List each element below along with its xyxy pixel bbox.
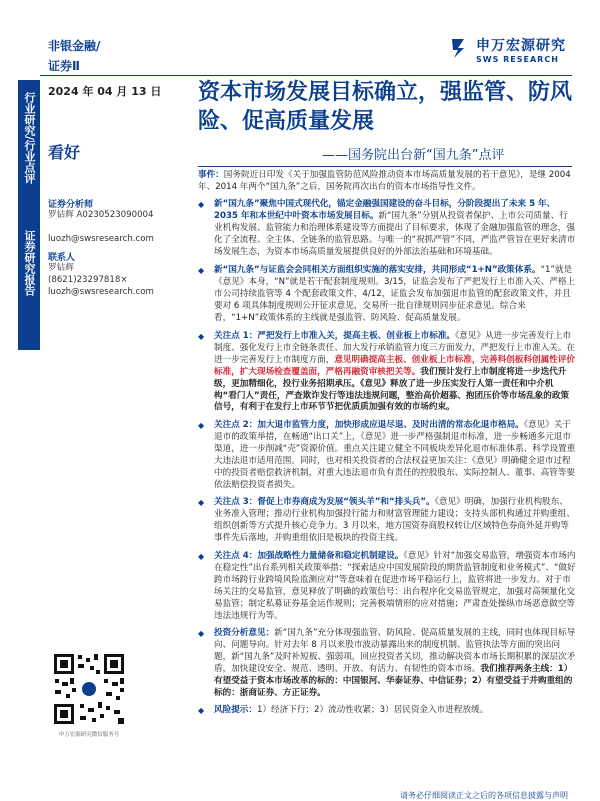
bullet-tail: 我们推荐两条主线：1）有望受益于资本市场改革的标的：中国银河、华泰证券、中信证券；2）有望受益于并购重组的标的：浙商证券、方正证券。 <box>214 663 573 698</box>
header-divider <box>40 75 572 76</box>
bullet-lead: 关注点 3：督促上市券商成为发展“领头羊”和“排头兵”。 <box>214 497 435 507</box>
report-type-sidebar <box>18 80 40 350</box>
contact-heading: 联系人 <box>48 253 76 263</box>
rating-label: 看好 <box>48 143 81 162</box>
event-label: 事件： <box>198 170 224 180</box>
logo-text-cn: 申万宏源研究 <box>476 38 566 54</box>
bullet-lead: 关注点 2：加大退市监管力度，加快形成应退尽退、及时出清的常态化退市格局。 <box>214 420 524 430</box>
contact-phone: (8621)23297818× <box>48 275 128 285</box>
logo <box>450 35 568 69</box>
bullet-highlight: 意见明确提高主板、创业板上市标准，完善科创板科创属性评价标准，扩大现场检查覆盖面，严格再融资审核把关等。 <box>214 354 575 377</box>
logo-mark-icon <box>450 37 470 59</box>
report-title: 资本市场发展目标确立，强监管、防风险、促高质量发展 <box>198 80 573 134</box>
bullet-text: 1）经济下行；2）流动性收紧；3）居民资金入市进程放缓。 <box>256 705 489 715</box>
bullet-lead: 关注点 4：加强战略性力量储备和稳定机制建设。 <box>214 551 404 561</box>
event-text: 国务院近日印发《关于加强监管防范风险推动资本市场高质量发展的若干意见》，是继 2004 年、2014 年两个“国九条”之后，国务院再次出台的资本市场指导性文件。 <box>198 170 571 192</box>
bullet-text: 新“国九条”充分体现强监管、防风险、促高质量发展的主线，同时也体现目标导向、问题导向。针对去年 8 月以来股市波动暴露出来的制度机制、监管执法等方面的突出问题，新“国九条”及时补短板、强弱项，回应投资者关切，推动解决资本市场长期积累的深层次矛盾，加快建设安全、规范、透明、开放、有活力、有韧性的资本市场。 <box>214 628 576 674</box>
bullet-icon: ◆ <box>198 552 205 561</box>
bullet-icon: ◆ <box>198 706 205 715</box>
bullet-lead: 关注点 1：严把发行上市准入关，提高主板、创业板上市标准。 <box>214 331 456 341</box>
sub-industry-label: 证券Ⅱ <box>48 59 80 73</box>
bullet-tail: 我们预计发行上市制度将进一步迭代升级，更加精细化，投行业务招期承压。《意见》释放了进一步压实发行人第一责任和中介机构“看门人”责任，严查欺诈发行等违法违规问题，整治高价超募、抱团压价等市场乱象的政策信号，有利于在发行上市环节节把优质质加强有效的市场约束。 <box>214 366 570 413</box>
bullet-lead: 新“国九条”与证监会会同相关方面组织实施的落实安排，共同形成“1+N”政策体系。 <box>214 265 541 275</box>
bullet-icon: ◆ <box>198 200 205 209</box>
bullet-lead: 投资分析意见： <box>214 628 275 638</box>
bullet-lead: 新“国九条”聚焦中国式现代化，锚定金融强国建设的奋斗目标，分阶段提出了未来 5 年、2035 年和本世纪中叶资本市场发展目标。 <box>214 199 556 221</box>
analyst-name: 罗钻辉 A0230523090004 <box>48 210 154 220</box>
bullet-icon: ◆ <box>198 498 205 507</box>
logo-text-en: SWS RESEARCH <box>476 55 559 64</box>
event-paragraph <box>198 169 578 193</box>
bullet-icon: ◆ <box>198 266 205 275</box>
bullet-lead: 风险提示： <box>214 705 257 715</box>
title-divider <box>198 166 572 167</box>
bullet-text: 《意见》明确，加强行业机构股东、业务准入管理；推动行业机构加强投行能力和财富管理能力建设；支持头部机构通过并购重组、组织创新等方式提升核心竞争力。3 月以来，地方国资券商股权转让/区域特色券商外延并购等事件先后落地，并购重组依旧是板块的投资主线。 <box>214 497 575 543</box>
qr-code-icon <box>52 652 126 726</box>
bullet-text: 《意见》针对“加强交易监管，增强资本市场内在稳定性”出台系列相关政策举措：“探索适应中国发展阶段的期货监管制度和业务模式”、“做好跨市场跨行业跨境风险监测应对”等意味着在促进市场平稳运行上，监管将进一步发力。对于市场关注的交易监管，意见释放了明确的政策信号：出台程序化交易监管规定，加强对高频量化交易监管；制定私募证券基金运作规则；完善极端情形的应对措施；严肃查处操纵市场恶意做空等违法违规行为等。 <box>214 551 576 621</box>
contact-name: 罗钻辉 <box>48 263 74 273</box>
bullet-text: 《意见》关于退市的政策举措，在畅通“出口关”上，《意见》进一步严格强制退市标准，进一步畅通多元退市渠道，进一步削减“壳”资源价值。重点关注建立健全不同板块差异化退市标准体系、科学设置重大违法退市适用范围。同时，也对相关投资者的合法权益更加关注：《意见》明确健全退市过程中的投资者赔偿救济机制，对重大违法退市负有责任的控股股东、实际控制人、董事、高管等要依法赔偿投资者损失。 <box>214 420 576 490</box>
industry-label: 非银金融/ <box>48 39 101 53</box>
bullet-text: 《意见》从进一步完善发行上市制度、强化发行上市全链条责任、加大发行承销监管力度三方面发力，严把发行上市准入关。在进一步完善发行上市制度方面， <box>214 331 575 365</box>
sidebar-label-type: 证券研究报告 <box>23 230 36 296</box>
analyst-heading: 证券分析师 <box>48 200 94 210</box>
contact-email[interactable]: luozh@swsresearch.com <box>48 287 154 297</box>
bullet-text: “1”就是《意见》本身，“N”就是若干配套制度规则。3/15，证监会发布了严把发行上市准入关、严格上市公司持续监管等 4 个配套政策文件，4/12，证监会发布加强退市监管的配套政策文件，并且要对 6 项具体制度规则公开征求意见，交易所一批自律规则同步征求意见。综合来看，“1+N”政策体系的主线就是强监管、防风险、促高质量发展。 <box>214 265 576 323</box>
bullet-icon: ◆ <box>198 332 205 341</box>
report-date: 2024 年 04 月 13 日 <box>48 85 162 98</box>
qr-caption: 申万宏源研究微信服务号 <box>58 732 120 738</box>
analyst-email[interactable]: luozh@swsresearch.com <box>48 234 154 244</box>
footer-disclaimer: 请务必仔细阅读正文之后的各项信息披露与声明 <box>400 791 568 800</box>
bullet-icon: ◆ <box>198 421 205 430</box>
bullet-text: 新“国九条”分别从投资者保护、上市公司质量、行业机构发展、监管能力和治理体系建设等方面提出了目标要求，体现了金融加强监管的理念，强化了全流程、全主体、全链条的监管思路。与唯一的“祝抓严管”不同，严监严管旨在更好来清市场发展生态，为资本市场高质量发展提供良好的外部法治基础和环境基础。 <box>214 210 576 257</box>
bullet-icon: ◆ <box>198 629 205 638</box>
sidebar-label-category: 行业研究/行业点评 <box>23 92 36 185</box>
report-subtitle: ——国务院出台新“国九条”点评 <box>322 148 505 163</box>
